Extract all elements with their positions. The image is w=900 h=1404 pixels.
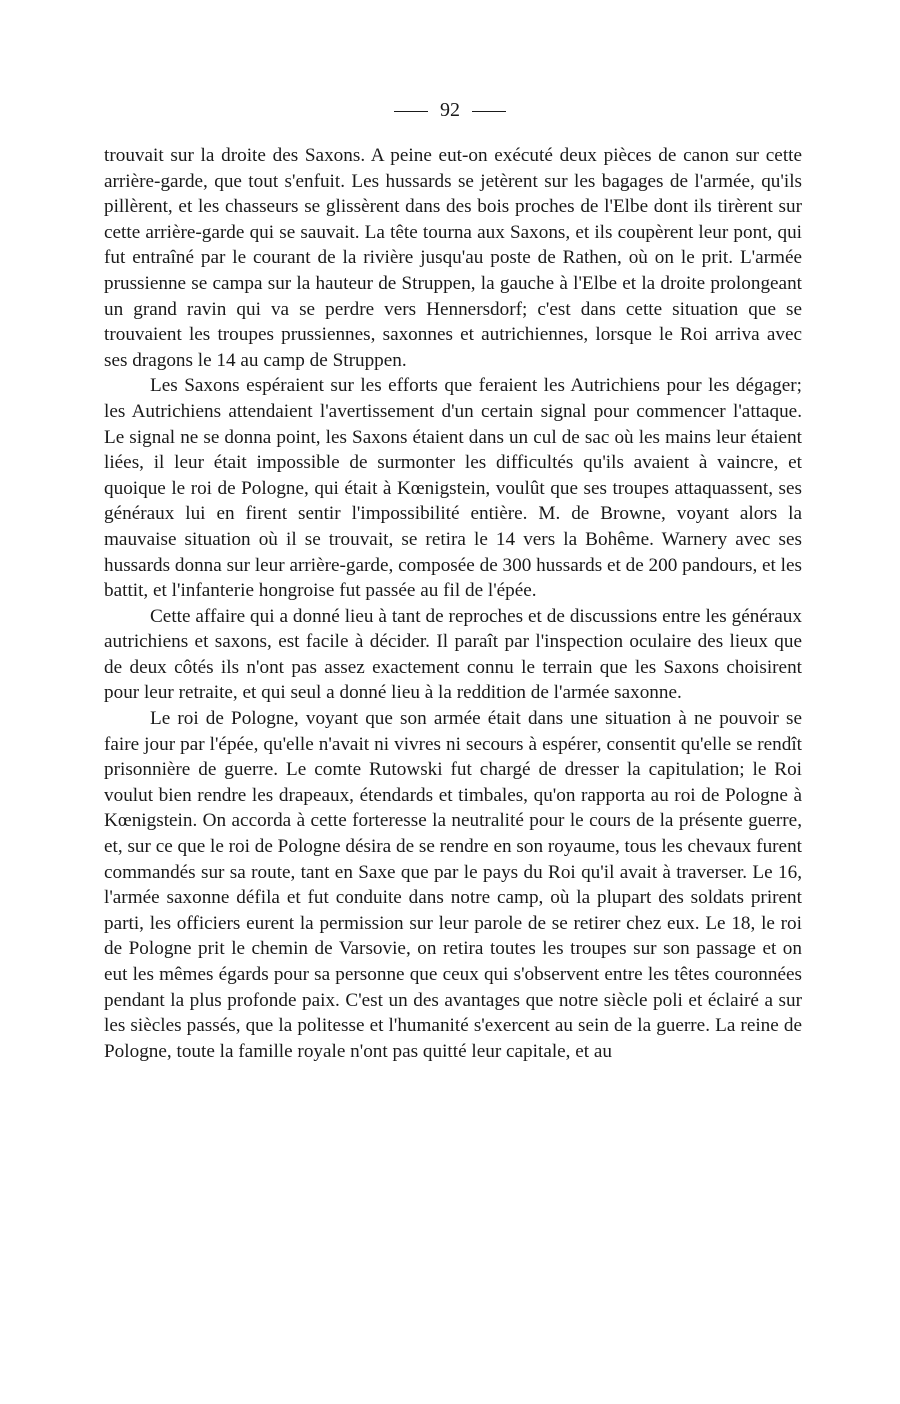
paragraph: Cette affaire qui a donné lieu à tant de reproches et de discussions entre les généraux autrichiens et saxons, est facile à décider. Il paraît par l'inspection oculaire des lieux que de deux côtés ils n'ont pas assez exactement connu le terrain que les Saxons choisirent pour leur retraite, et qui seul a donné lieu à la reddition de l'armée saxonne. (104, 605, 802, 704)
paragraph: Les Saxons espéraient sur les efforts que feraient les Autrichiens pour les dégager; les Autrichiens attendaient l'avertissement d'un certain signal pour commencer l'attaque. Le signal ne se donna point, les Saxons étaient dans un cul de sac où les mains leur étaient liées, il leur était impossible de surmonter les difficultés qu'ils avaient à vaincre, et quoique le roi de Pologne, qui était à Kœnigstein, voulût que ses troupes attaquassent, ses généraux lui en firent sentir l'impossibilité entière. M. de Browne, voyant alors la mauvaise situation où il se trouvait, se retira le 14 vers la Bohême. Warnery avec ses hussards donna sur leur arrière-garde, composée de 300 hussards et de 200 pandours, et les battit, et l'infanterie hongroise fut passée au fil de l'épée. (104, 375, 803, 602)
page-header (0, 96, 900, 124)
paragraph: Le roi de Pologne, voyant que son armée était dans une situation à ne pouvoir se faire jour par l'épée, qu'elle n'avait ni vivres ni secours à espérer, consentit qu'elle se rendît prisonnière de guerre. Le comte Rutowski fut chargé de dresser la capitulation; le Roi voulut bien rendre les drapeaux, étendards et timbales, qu'on rapporta au roi de Pologne à Kœnigstein. On accorda à cette forteresse la neutralité pour le cours de la présente guerre, et, sur ce que le roi de Pologne désira de se rendre en son royaume, tous les chevaux furent commandés sur sa route, tant en Saxe que par le pays du Roi qu'il avait à traverser. Le 16, l'armée saxonne défila et fut conduite dans notre camp, où la plupart des soldats prirent parti, les officiers eurent la permission sur leur parole de se retirer chez eux. Le 18, le roi de Pologne prit le chemin de Varsovie, on retira toutes les troupes sur son passage et on eut les mêmes égards pour sa personne que ceux qui s'observent entre les têtes couronnées pendant la plus profonde paix. C'est un des avantages que notre siècle poli et éclairé a sur les siècles passés, que la politesse et l'humanité s'exercent au sein de la guerre. La reine de Pologne, toute la famille royale n'ont pas quitté leur capitale, et au (104, 708, 802, 1062)
header-dash-left (394, 111, 428, 112)
header-dash-right (472, 111, 506, 112)
page-number: 92 (440, 99, 460, 121)
body-text (104, 143, 802, 1064)
paragraph: trouvait sur la droite des Saxons. A peine eut-on exécuté deux pièces de canon sur cette arrière-garde, que tout s'enfuit. Les hussards se jetèrent sur les bagages de l'armée, qu'ils pillèrent, et les chasseurs se glissèrent dans des bois proches de l'Elbe dont ils tirèrent sur cette arrière-garde qui se sauvait. La tête tourna aux Saxons, et ils coupèrent leur pont, qui fut entraîné par le courant de la rivière jusqu'au poste de Rathen, où on le prit. L'armée prussienne se campa sur la hauteur de Struppen, la gauche à l'Elbe et la droite prolongeant un grand ravin qui va se perdre vers Hennersdorf; c'est dans cette situation que se trouvaient les troupes prussiennes, saxonnes et autrichiennes, lorsque le Roi arriva avec ses dragons le 14 au camp de Struppen. (104, 145, 802, 371)
